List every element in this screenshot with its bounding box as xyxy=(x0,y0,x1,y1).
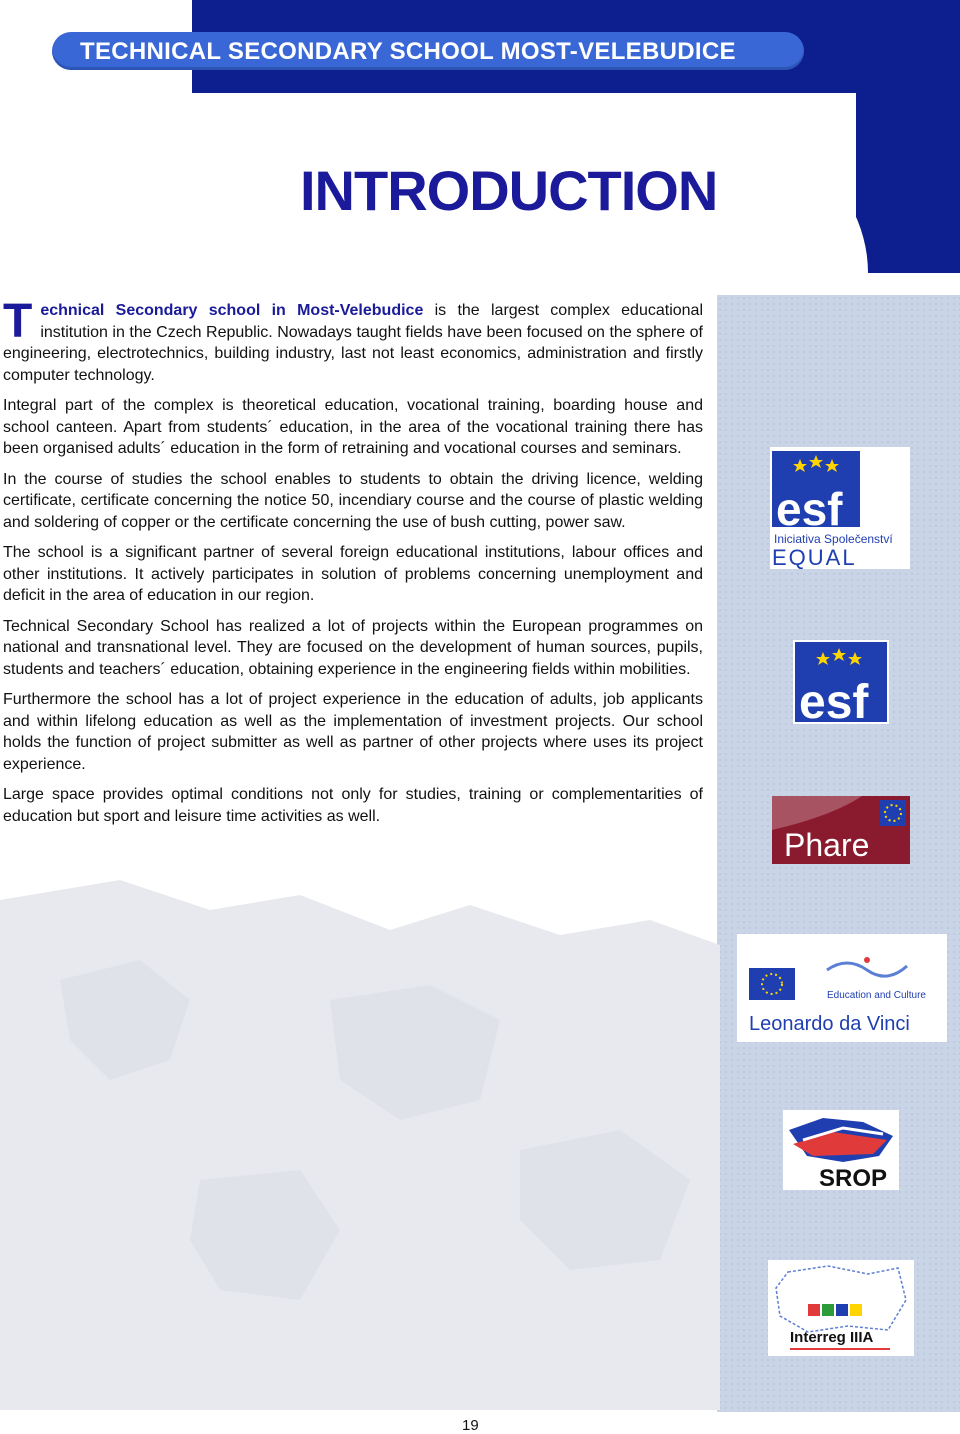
paragraph: The school is a significant partner of several foreign educational institutions, labour offices and other institutions. It actively participates in solution of problems concerning unemployment and deficit in the area of education in our region. xyxy=(3,544,703,604)
drop-cap: T xyxy=(3,295,33,348)
leonardo-name: Leonardo da Vinci xyxy=(749,1013,910,1035)
intro-highlight: echnical Secondary school in Most-Velebudice xyxy=(40,302,424,319)
interreg-text: Interreg IIIA xyxy=(790,1329,874,1346)
srop-mark xyxy=(783,1110,899,1190)
school-name-header: TECHNICAL SECONDARY SCHOOL MOST-VELEBUDICE xyxy=(80,38,736,65)
page-title: INTRODUCTION xyxy=(300,159,718,222)
header-pill xyxy=(52,32,804,70)
esf-logo xyxy=(793,640,889,724)
leonardo-mark xyxy=(737,934,947,1042)
leonardo-logo xyxy=(737,934,947,1042)
header-band-right xyxy=(856,93,960,273)
esf-equal-logo xyxy=(770,447,910,569)
srop-logo xyxy=(783,1110,899,1190)
esf-mark xyxy=(793,640,889,724)
intro-paragraph xyxy=(3,295,704,386)
srop-text: SROP xyxy=(819,1165,888,1190)
paragraph: Furthermore the school has a lot of project experience in the education of adults, job applicants and within lifelong education as well as the implementation of investment projects. Our school holds the function of project submitter as well as partner of other projects where uses its project experience. xyxy=(3,691,703,773)
paragraph: Large space provides optimal conditions not only for studies, training or complementarities of education but sport and leisure time activities as well. xyxy=(3,786,703,825)
esf-equal-mark xyxy=(770,447,910,569)
equal-line1-text: Iniciativa Společenství xyxy=(774,532,893,546)
paragraph: In the course of studies the school enables to students to obtain the driving licence, welding certificate, certificate concerning the notice 50, incendiary course and the course of plastic welding and soldering of copper or the certificate concerning the use of bush cutting, power saw. xyxy=(3,470,703,531)
equal-line2-text: EQUAL xyxy=(772,545,857,569)
paragraph: Technical Secondary School has realized a lot of projects within the European programmes on national and transnational level. They are focused on the development of human sources, pupils, students and teachers´ education, obtaining experience in the engineering fields within mobilities. xyxy=(3,617,703,678)
esf-brand-text: esf xyxy=(776,483,843,535)
leonardo-tagline: Education and Culture xyxy=(827,990,926,1001)
phare-logo xyxy=(772,796,910,864)
paragraph: Integral part of the complex is theoretical education, vocational training, boarding house and school canteen. Apart from students´ education, in the area of the vocational training there has been organised adults´ education in the form of retraining and vocational courses and seminars. xyxy=(3,397,703,457)
interreg-logo xyxy=(768,1260,914,1356)
phare-mark xyxy=(772,796,910,864)
body-text xyxy=(3,295,704,836)
page-number: 19 xyxy=(462,1417,479,1434)
esf-text: esf xyxy=(799,676,869,724)
phare-text: Phare xyxy=(784,827,870,863)
interreg-mark xyxy=(768,1260,914,1356)
intro-rest: is the largest complex educational institution in the Czech Republic. Nowadays taught fields have been focused on the sphere of engineering, electrotechnics, building industry, last not least economics, administration and firstly computer technology. xyxy=(3,302,704,384)
